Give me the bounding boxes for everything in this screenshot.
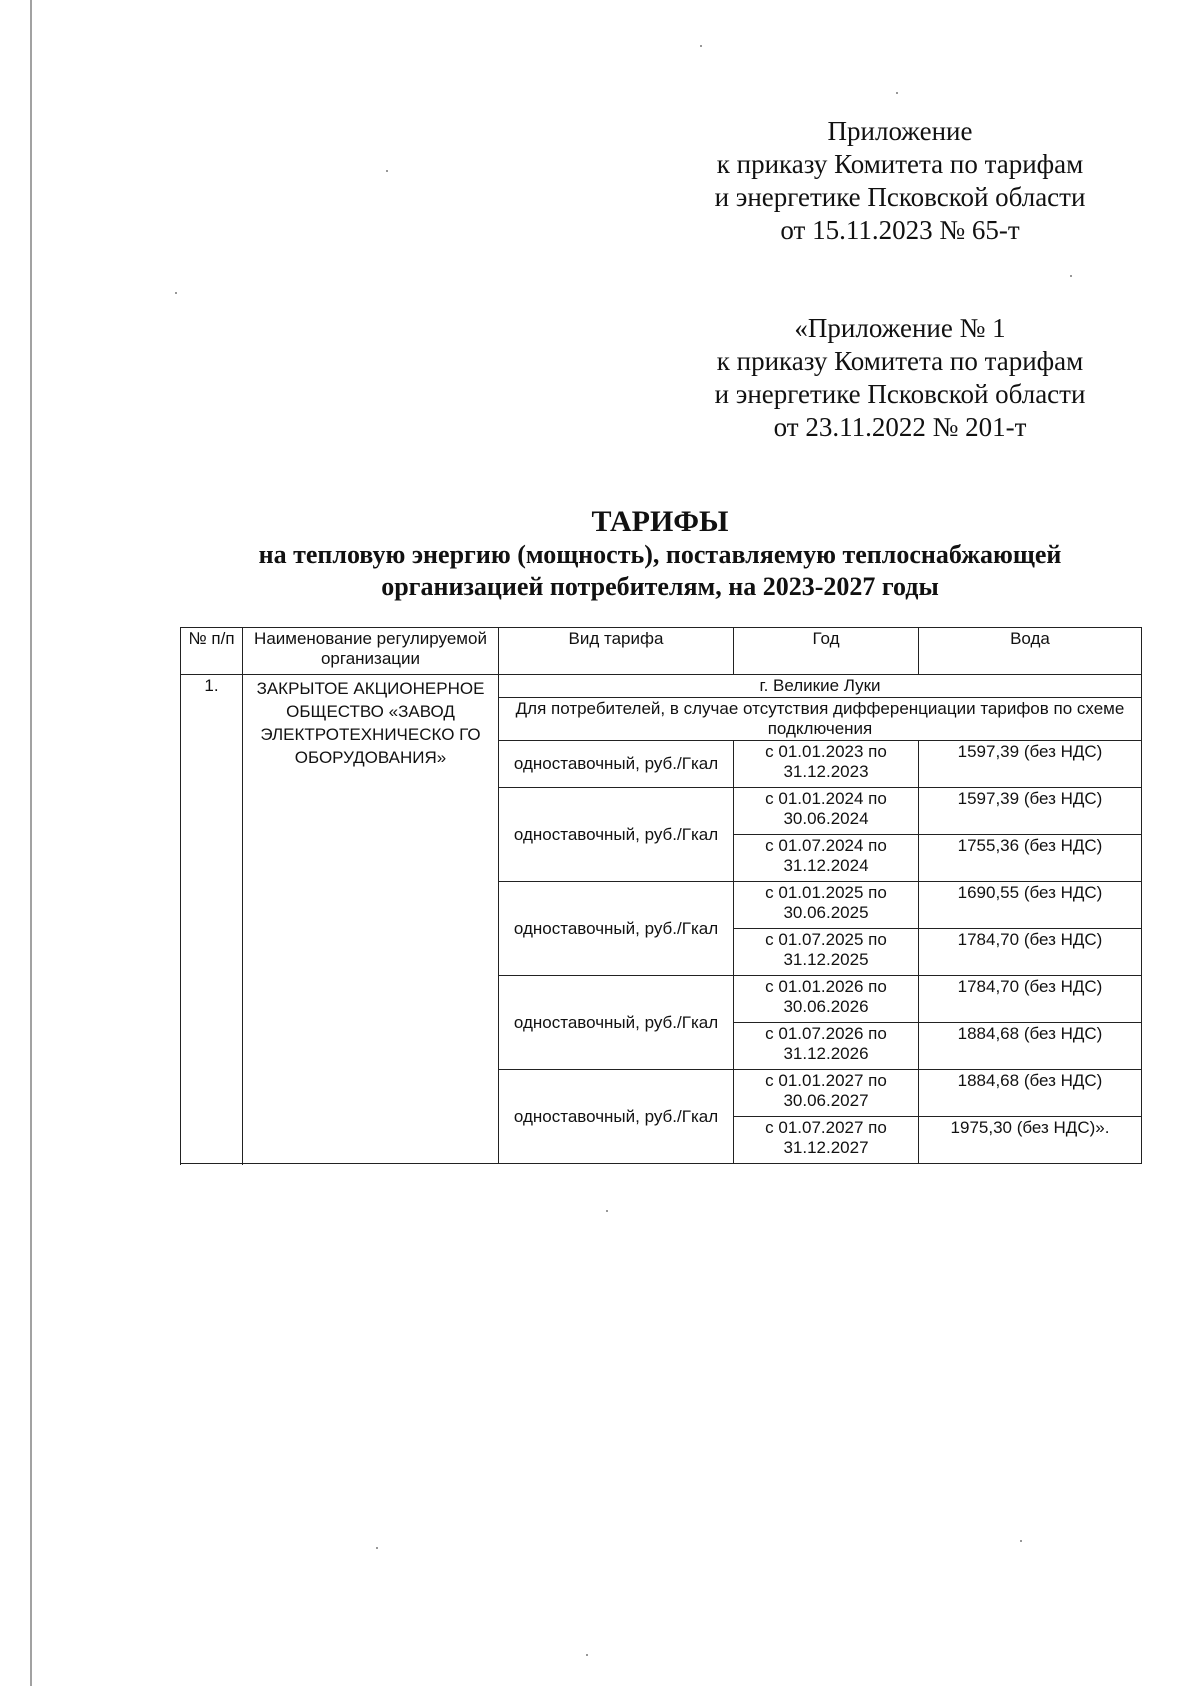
value-cell: 1884,68 (без НДС): [919, 1023, 1142, 1070]
scan-speck: [386, 170, 388, 172]
tariff-type-cell: одноставочный, руб./Гкал: [499, 976, 734, 1070]
header-year: Год: [734, 628, 919, 675]
city-cell: г. Великие Луки: [499, 675, 1142, 698]
scan-speck: [1020, 1540, 1022, 1542]
value-cell: 1597,39 (без НДС): [919, 741, 1142, 788]
scan-speck: [606, 1210, 608, 1212]
tariff-type-cell: одноставочный, руб./Гкал: [499, 788, 734, 882]
period-cell: с 01.01.2024 по 30.06.2024: [734, 788, 919, 835]
value-cell: 1884,68 (без НДС): [919, 1070, 1142, 1117]
title-heading: ТАРИФЫ: [591, 505, 729, 538]
appendix-original-line4: от 23.11.2022 № 201-т: [773, 412, 1027, 442]
consumer-note-cell: Для потребителей, в случае отсутствия дифференциации тарифов по схеме подключения: [499, 698, 1142, 741]
scan-speck: [1070, 275, 1072, 277]
value-cell: 1784,70 (без НДС): [919, 929, 1142, 976]
appendix-original: [640, 312, 1160, 444]
appendix-current-line3: и энергетике Псковской области: [714, 182, 1086, 212]
appendix-current-line2: к приказу Комитета по тарифам: [716, 149, 1084, 179]
tariff-type-cell: одноставочный, руб./Гкал: [499, 882, 734, 976]
scan-speck: [175, 292, 177, 294]
organization-name: ЗАКРЫТОЕ АКЦИОНЕРНОЕ ОБЩЕСТВО «ЗАВОД ЭЛЕКТРОТЕХНИЧЕСКО ГО ОБОРУДОВАНИЯ»: [243, 675, 499, 1164]
appendix-original-line3: и энергетике Псковской области: [714, 379, 1086, 409]
appendix-original-line1: «Приложение № 1: [794, 313, 1006, 343]
table-row: [181, 675, 1142, 698]
title-subtitle-line2: организацией потребителям, на 2023-2027 годы: [381, 572, 939, 601]
period-cell: с 01.01.2026 по 30.06.2026: [734, 976, 919, 1023]
period-cell: с 01.07.2026 по 31.12.2026: [734, 1023, 919, 1070]
value-cell: 1784,70 (без НДС): [919, 976, 1142, 1023]
tariff-table: [180, 627, 1142, 1164]
scan-speck: [896, 92, 898, 94]
scan-edge-line: [30, 0, 32, 1686]
period-cell: с 01.07.2027 по 31.12.2027: [734, 1117, 919, 1164]
header-org: Наименование регулируемой организации: [243, 628, 499, 675]
appendix-current-line4: от 15.11.2023 № 65-т: [780, 215, 1020, 245]
document-title: [150, 505, 1170, 603]
header-num: № п/п: [181, 628, 243, 675]
scan-speck: [376, 1547, 378, 1549]
scan-speck: [586, 1654, 588, 1656]
tariff-type-cell: одноставочный, руб./Гкал: [499, 741, 734, 788]
period-cell: с 01.07.2024 по 31.12.2024: [734, 835, 919, 882]
value-cell: 1690,55 (без НДС): [919, 882, 1142, 929]
header-water: Вода: [919, 628, 1142, 675]
appendix-original-line2: к приказу Комитета по тарифам: [716, 346, 1084, 376]
value-cell: 1975,30 (без НДС)».: [919, 1117, 1142, 1164]
tariff-type-cell: одноставочный, руб./Гкал: [499, 1070, 734, 1164]
header-tariff-type: Вид тарифа: [499, 628, 734, 675]
value-cell: 1597,39 (без НДС): [919, 788, 1142, 835]
title-subtitle-line1: на тепловую энергию (мощность), поставляемую теплоснабжающей: [258, 540, 1062, 569]
table-header-row: [181, 628, 1142, 675]
period-cell: с 01.01.2027 по 30.06.2027: [734, 1070, 919, 1117]
appendix-current-line1: Приложение: [827, 116, 973, 146]
appendix-current: [640, 115, 1160, 247]
value-cell: 1755,36 (без НДС): [919, 835, 1142, 882]
period-cell: с 01.01.2025 по 30.06.2025: [734, 882, 919, 929]
row-number: 1.: [181, 675, 243, 1164]
period-cell: с 01.07.2025 по 31.12.2025: [734, 929, 919, 976]
scan-speck: [700, 45, 702, 47]
period-cell: с 01.01.2023 по 31.12.2023: [734, 741, 919, 788]
